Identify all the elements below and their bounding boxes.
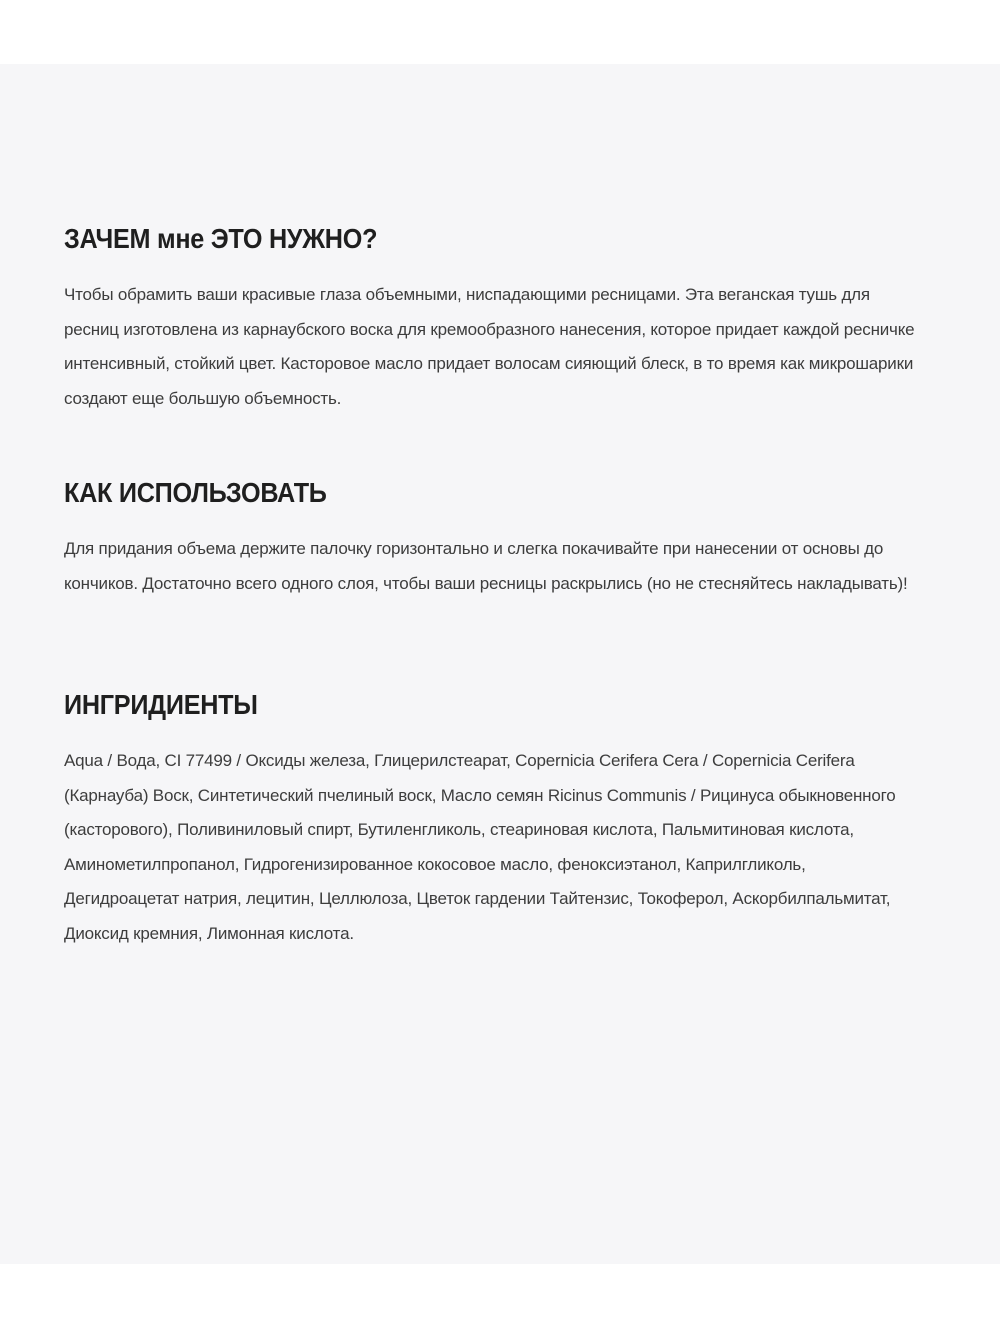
how-to-use-heading: КАК ИСПОЛЬЗОВАТЬ xyxy=(64,477,327,508)
ingredients-section xyxy=(64,688,924,951)
how-to-use-text: Для придания объема держите палочку горизонтально и слегка покачивайте при нанесении от основы до кончиков. Достаточно всего одного слоя, чтобы ваши ресницы раскрылись (но не стесняйтесь накладывать)! xyxy=(64,539,908,593)
ingredients-text: Aqua / Вода, CI 77499 / Оксиды железа, Глицерилстеарат, Copernicia Cerifera Cera / Copernicia Cerifera (Карнауба) Воск, Синтетический пчелиный воск, Масло семян Ricinus Communis / Рицинуса обыкновенного (касторового), Поливиниловый спирт, Бутиленгликоль, стеариновая кислота, Пальмитиновая кислота, Аминометилпропанол, Гидрогенизированное кокосовое масло, феноксиэтанол, Каприлгликоль, Дегидроацетат натрия, лецитин, Целлюлоза, Цветок гардении Тайтензис, Токоферол, Аскорбилпальмитат, Диоксид кремния, Лимонная кислота. xyxy=(64,751,896,943)
why-need-section xyxy=(64,222,924,416)
how-to-use-section xyxy=(64,476,924,601)
why-need-text: Чтобы обрамить ваши красивые глаза объемными, ниспадающими ресницами. Эта веганская тушь для ресниц изготовлена из карнаубского воска для кремообразного нанесения, которое придает каждой ресничке интенсивный, стойкий цвет. Касторовое масло придает волосам сияющий блеск, в то время как микрошарики создают еще большую объемность. xyxy=(64,285,915,408)
product-info-card xyxy=(0,64,1000,1264)
ingredients-heading: ИНГРИДИЕНТЫ xyxy=(64,689,258,720)
why-need-heading: ЗАЧЕМ мне ЭТО НУЖНО? xyxy=(64,223,378,254)
